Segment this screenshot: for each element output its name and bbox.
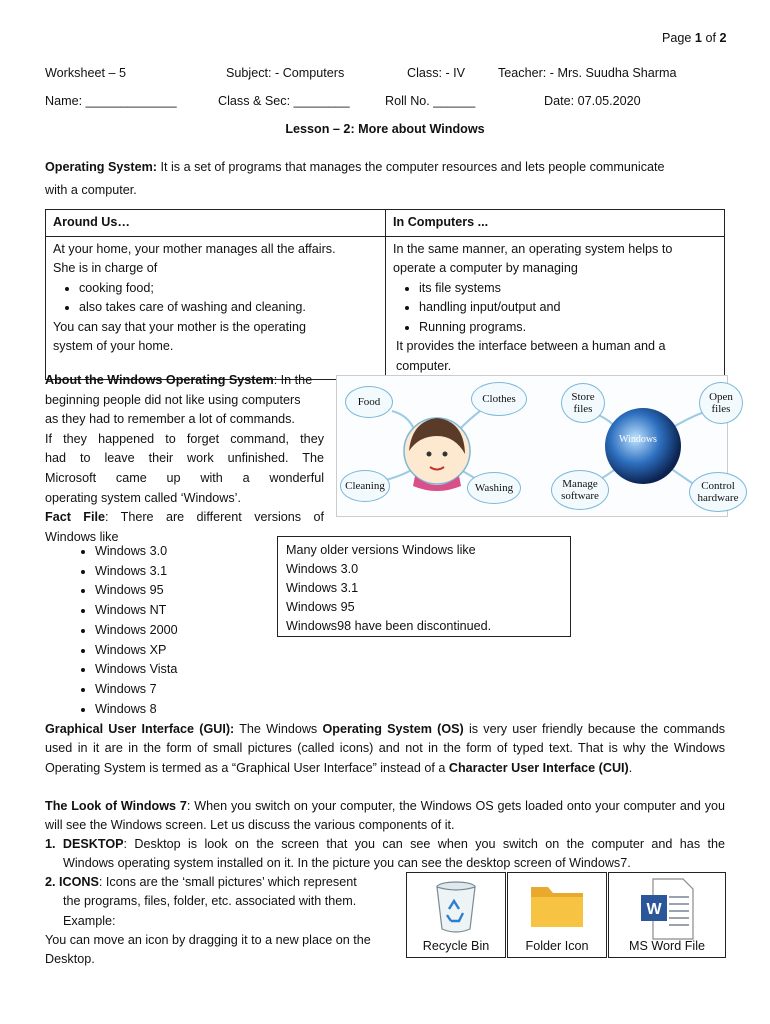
list-item: • its file systems	[419, 279, 717, 299]
table-header-in-computers: In Computers ...	[386, 210, 725, 237]
bubble-manage-software: Manage software	[551, 470, 609, 510]
class: Class: - IV	[407, 66, 466, 80]
svg-text:W: W	[646, 901, 662, 918]
list-item: • Windows NT	[95, 601, 178, 621]
bubble-cleaning: Cleaning	[340, 470, 390, 502]
windows-versions-list	[45, 542, 178, 719]
recycle-bin-label: Recycle Bin	[422, 939, 490, 953]
list-item: • Running programs.	[419, 318, 717, 338]
class-section-field: Class & Sec: ________	[218, 94, 350, 108]
list-item: • Windows 3.0	[95, 542, 178, 562]
recycle-bin-icon	[432, 879, 480, 935]
teacher: Teacher: - Mrs. Suudha Sharma	[498, 66, 677, 80]
list-item: • Windows 2000	[95, 621, 178, 641]
os-definition: Operating System: It is a set of programs that manages the computer resources and lets people communicate with a computer.	[45, 160, 665, 197]
list-item: • also takes care of washing and cleaning.	[79, 298, 378, 318]
list-item: • Windows 3.1	[95, 562, 178, 582]
folder-icon-box	[507, 872, 607, 958]
subject: Subject: - Computers	[226, 66, 345, 80]
name-field: Name: _____________	[45, 94, 177, 108]
discontinued-versions-box: Many older versions Windows like Windows 3.0 Windows 3.1 Windows 95 Windows98 have been discontinued.	[277, 536, 571, 637]
table-cell-around-us: At your home, your mother manages all the affairs. She is in charge of • cooking food; • also takes care of washing and cleaning. You can say that your mother is the operating system of your home.	[46, 236, 386, 380]
look-of-windows-paragraph: The Look of Windows 7: When you switch on your computer, the Windows OS gets loaded onto your computer and you will see the Windows screen. Let us discuss the various components of it.	[45, 799, 725, 833]
list-item: • Windows 7	[95, 680, 178, 700]
bubble-washing: Washing	[467, 472, 521, 504]
list-item: • Windows Vista	[95, 660, 178, 680]
folder-icon-label: Folder Icon	[525, 939, 589, 953]
list-item: • handling input/output and	[419, 298, 717, 318]
folder-icon	[528, 879, 586, 931]
list-item: • Windows 95	[95, 581, 178, 601]
bubble-store-files: Store files	[561, 383, 605, 423]
table-cell-in-computers: In the same manner, an operating system helps to operate a computer by managing • its file systems • handling input/output and • Running programs. It provides the interface between a human and a computer.	[386, 236, 725, 380]
bubble-clothes: Clothes	[471, 382, 527, 416]
roll-number-field: Roll No. ______	[385, 94, 476, 108]
list-item: • Windows 8	[95, 700, 178, 720]
ms-word-file-box	[608, 872, 726, 958]
icons-item: 2. ICONS: Icons are the ‘small pictures’ which represent the programs, files, folder, etc. associated with them. Example: You can move an icon by dragging it to a new place on the Desktop.	[45, 875, 371, 967]
mother-vs-windows-illustration	[336, 375, 739, 517]
recycle-bin-box	[406, 872, 506, 958]
list-item: • Windows XP	[95, 641, 178, 661]
comparison-table	[45, 209, 725, 380]
windows-globe-label: Windows	[619, 434, 657, 445]
bubble-open-files: Open files	[699, 382, 743, 424]
date: Date: 07.05.2020	[544, 94, 641, 108]
bubble-control-hardware: Control hardware	[689, 472, 747, 512]
ms-word-file-label: MS Word File	[628, 939, 706, 953]
in-computers-list	[393, 279, 717, 338]
illustration-connectors	[337, 376, 727, 516]
desktop-item: 1. DESKTOP: Desktop is look on the screen that you can see when you switch on the computer and has the Windows operating system installed on it. In the picture you can see the desktop screen of Windows7.	[45, 837, 725, 871]
windows-globe-icon	[605, 408, 681, 484]
bubble-food: Food	[345, 386, 393, 418]
about-windows-paragraph: About the Windows Operating System: In the beginning people did not like using computers as they had to remember a lot of commands. If they happened to forget command, they had to leave their work unfinished. The Microsoft came up with a wonderful operating system called ‘Windows’. Fact File: There are different versions of Windows like	[45, 373, 324, 544]
table-header-around-us: Around Us…	[46, 210, 386, 237]
around-us-list	[53, 279, 378, 318]
list-item: • cooking food;	[79, 279, 378, 299]
page-number: Page 1 of 2	[662, 31, 727, 45]
ms-word-file-icon	[639, 877, 695, 941]
worksheet-number: Worksheet – 5	[45, 66, 126, 80]
gui-paragraph: Graphical User Interface (GUI): The Windows Operating System (OS) is very user friendly because the commands used in it are in the form of small pictures (called icons) and not in the form of typed text. That is why the Windows Operating System is termed as a “Graphical User Interface” instead of a Character User Interface (CUI).	[45, 722, 725, 775]
lesson-title: Lesson – 2: More about Windows	[285, 122, 485, 136]
